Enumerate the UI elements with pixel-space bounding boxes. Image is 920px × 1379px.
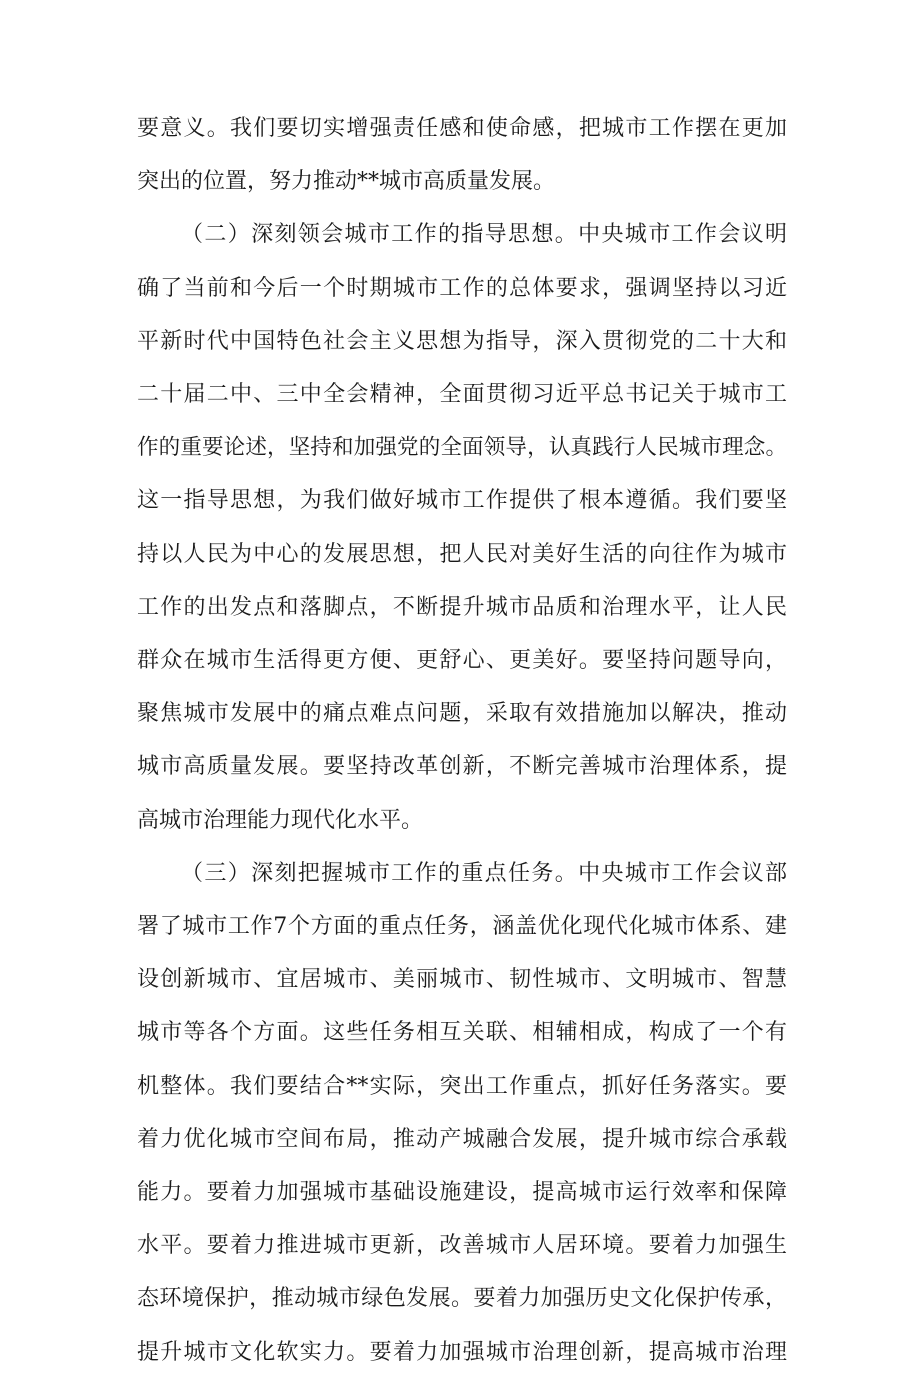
text-line: 水平。要着力推进城市更新，改善城市人居环境。要着力加强生 — [137, 1233, 787, 1259]
text-line: 持以人民为中心的发展思想，把人民对美好生活的向往作为城市 — [137, 541, 787, 567]
text-line: 确了当前和今后一个时期城市工作的总体要求，强调坚持以习近 — [137, 275, 787, 301]
text-line: 设创新城市、宜居城市、美丽城市、韧性城市、文明城市、智慧 — [137, 967, 787, 993]
text-line: 群众在城市生活得更方便、更舒心、更美好。要坚持问题导向， — [137, 648, 787, 674]
paragraph-3 — [137, 847, 787, 1379]
text-line: 二十届二中、三中全会精神，全面贯彻习近平总书记关于城市工 — [137, 382, 787, 408]
text-line: 能力。要着力加强城市基础设施建设，提高城市运行效率和保障 — [137, 1180, 787, 1206]
text-line: 城市等各个方面。这些任务相互关联、相辅相成，构成了一个有 — [137, 1020, 787, 1046]
text-line: 要意义。我们要切实增强责任感和使命感，把城市工作摆在更加 — [137, 116, 787, 141]
text-line: 突出的位置，努力推动**城市高质量发展。 — [137, 169, 556, 195]
text-line: 城市高质量发展。要坚持改革创新，不断完善城市治理体系，提 — [137, 754, 787, 780]
text-line: （二）深刻领会城市工作的指导思想。中央城市工作会议明 — [181, 222, 787, 248]
text-line: 这一指导思想，为我们做好城市工作提供了根本遵循。我们要坚 — [137, 488, 787, 514]
paragraph-1 — [137, 102, 787, 208]
text-line: 着力优化城市空间布局，推动产城融合发展，提升城市综合承载 — [137, 1126, 787, 1152]
text-line: 平新时代中国特色社会主义思想为指导，深入贯彻党的二十大和 — [137, 328, 787, 354]
text-line: 作的重要论述，坚持和加强党的全面领导，认真践行人民城市理念。 — [137, 435, 787, 461]
document-body — [137, 102, 787, 1379]
text-line: 署了城市工作7个方面的重点任务，涵盖优化现代化城市体系、建 — [137, 914, 787, 940]
text-line: 聚焦城市发展中的痛点难点问题，采取有效措施加以解决，推动 — [137, 701, 787, 727]
text-line: 工作的出发点和落脚点，不断提升城市品质和治理水平，让人民 — [137, 594, 787, 620]
text-line: 机整体。我们要结合**实际，突出工作重点，抓好任务落实。要 — [137, 1073, 787, 1099]
text-line: 高城市治理能力现代化水平。 — [137, 807, 424, 833]
text-line: 态环境保护，推动城市绿色发展。要着力加强历史文化保护传承， — [137, 1286, 787, 1312]
text-line: 提升城市文化软实力。要着力加强城市治理创新，提高城市治理 — [137, 1339, 787, 1365]
paragraph-2 — [137, 208, 787, 846]
text-line: （三）深刻把握城市工作的重点任务。中央城市工作会议部 — [181, 860, 787, 886]
